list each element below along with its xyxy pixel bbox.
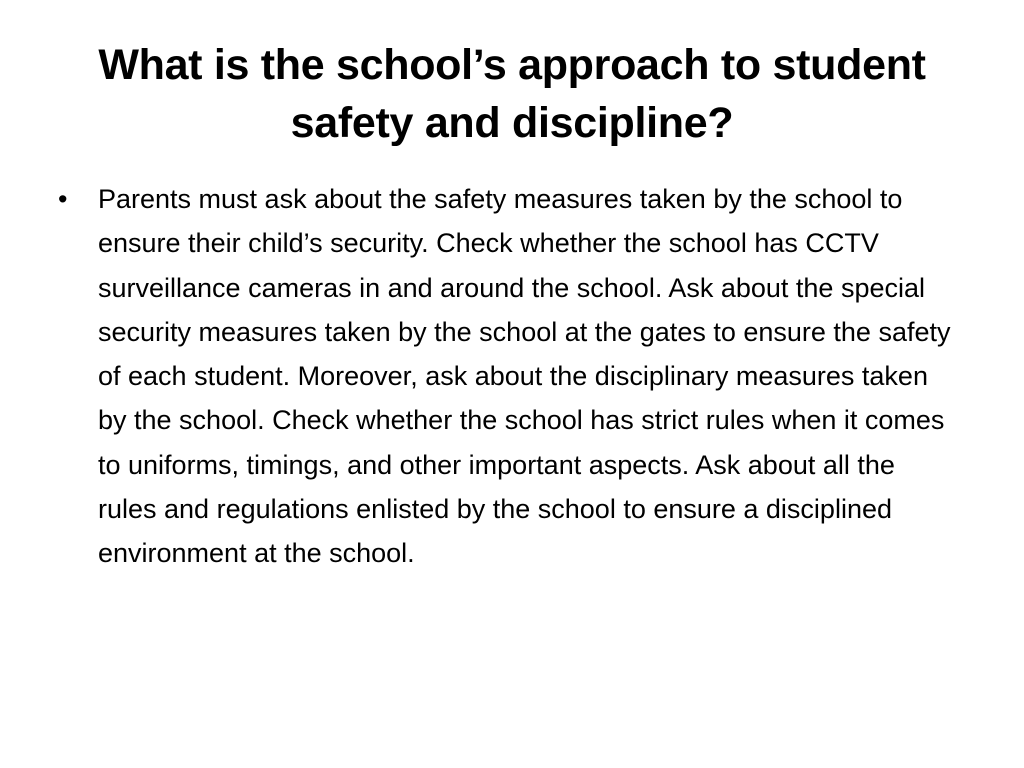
bullet-item — [58, 177, 958, 576]
slide-title: What is the school’s approach to student safety and discipline? — [98, 41, 926, 147]
bullet-list — [58, 177, 958, 576]
bullet-icon: • — [58, 184, 68, 214]
bullet-text: Parents must ask about the safety measures taken by the school to ensure their child’s security. Check whether the school has CCTV surveillance cameras in and around the school. Ask about the special security measures taken by the school at the gates to ensure the safety of each student. Moreover, ask about the disciplinary measures taken by the school. Check whether the school has strict rules when it comes to uniforms, timings, and other important aspects. Ask about all the rules and regulations enlisted by the school to ensure a disciplined environment at the school. — [98, 184, 951, 569]
